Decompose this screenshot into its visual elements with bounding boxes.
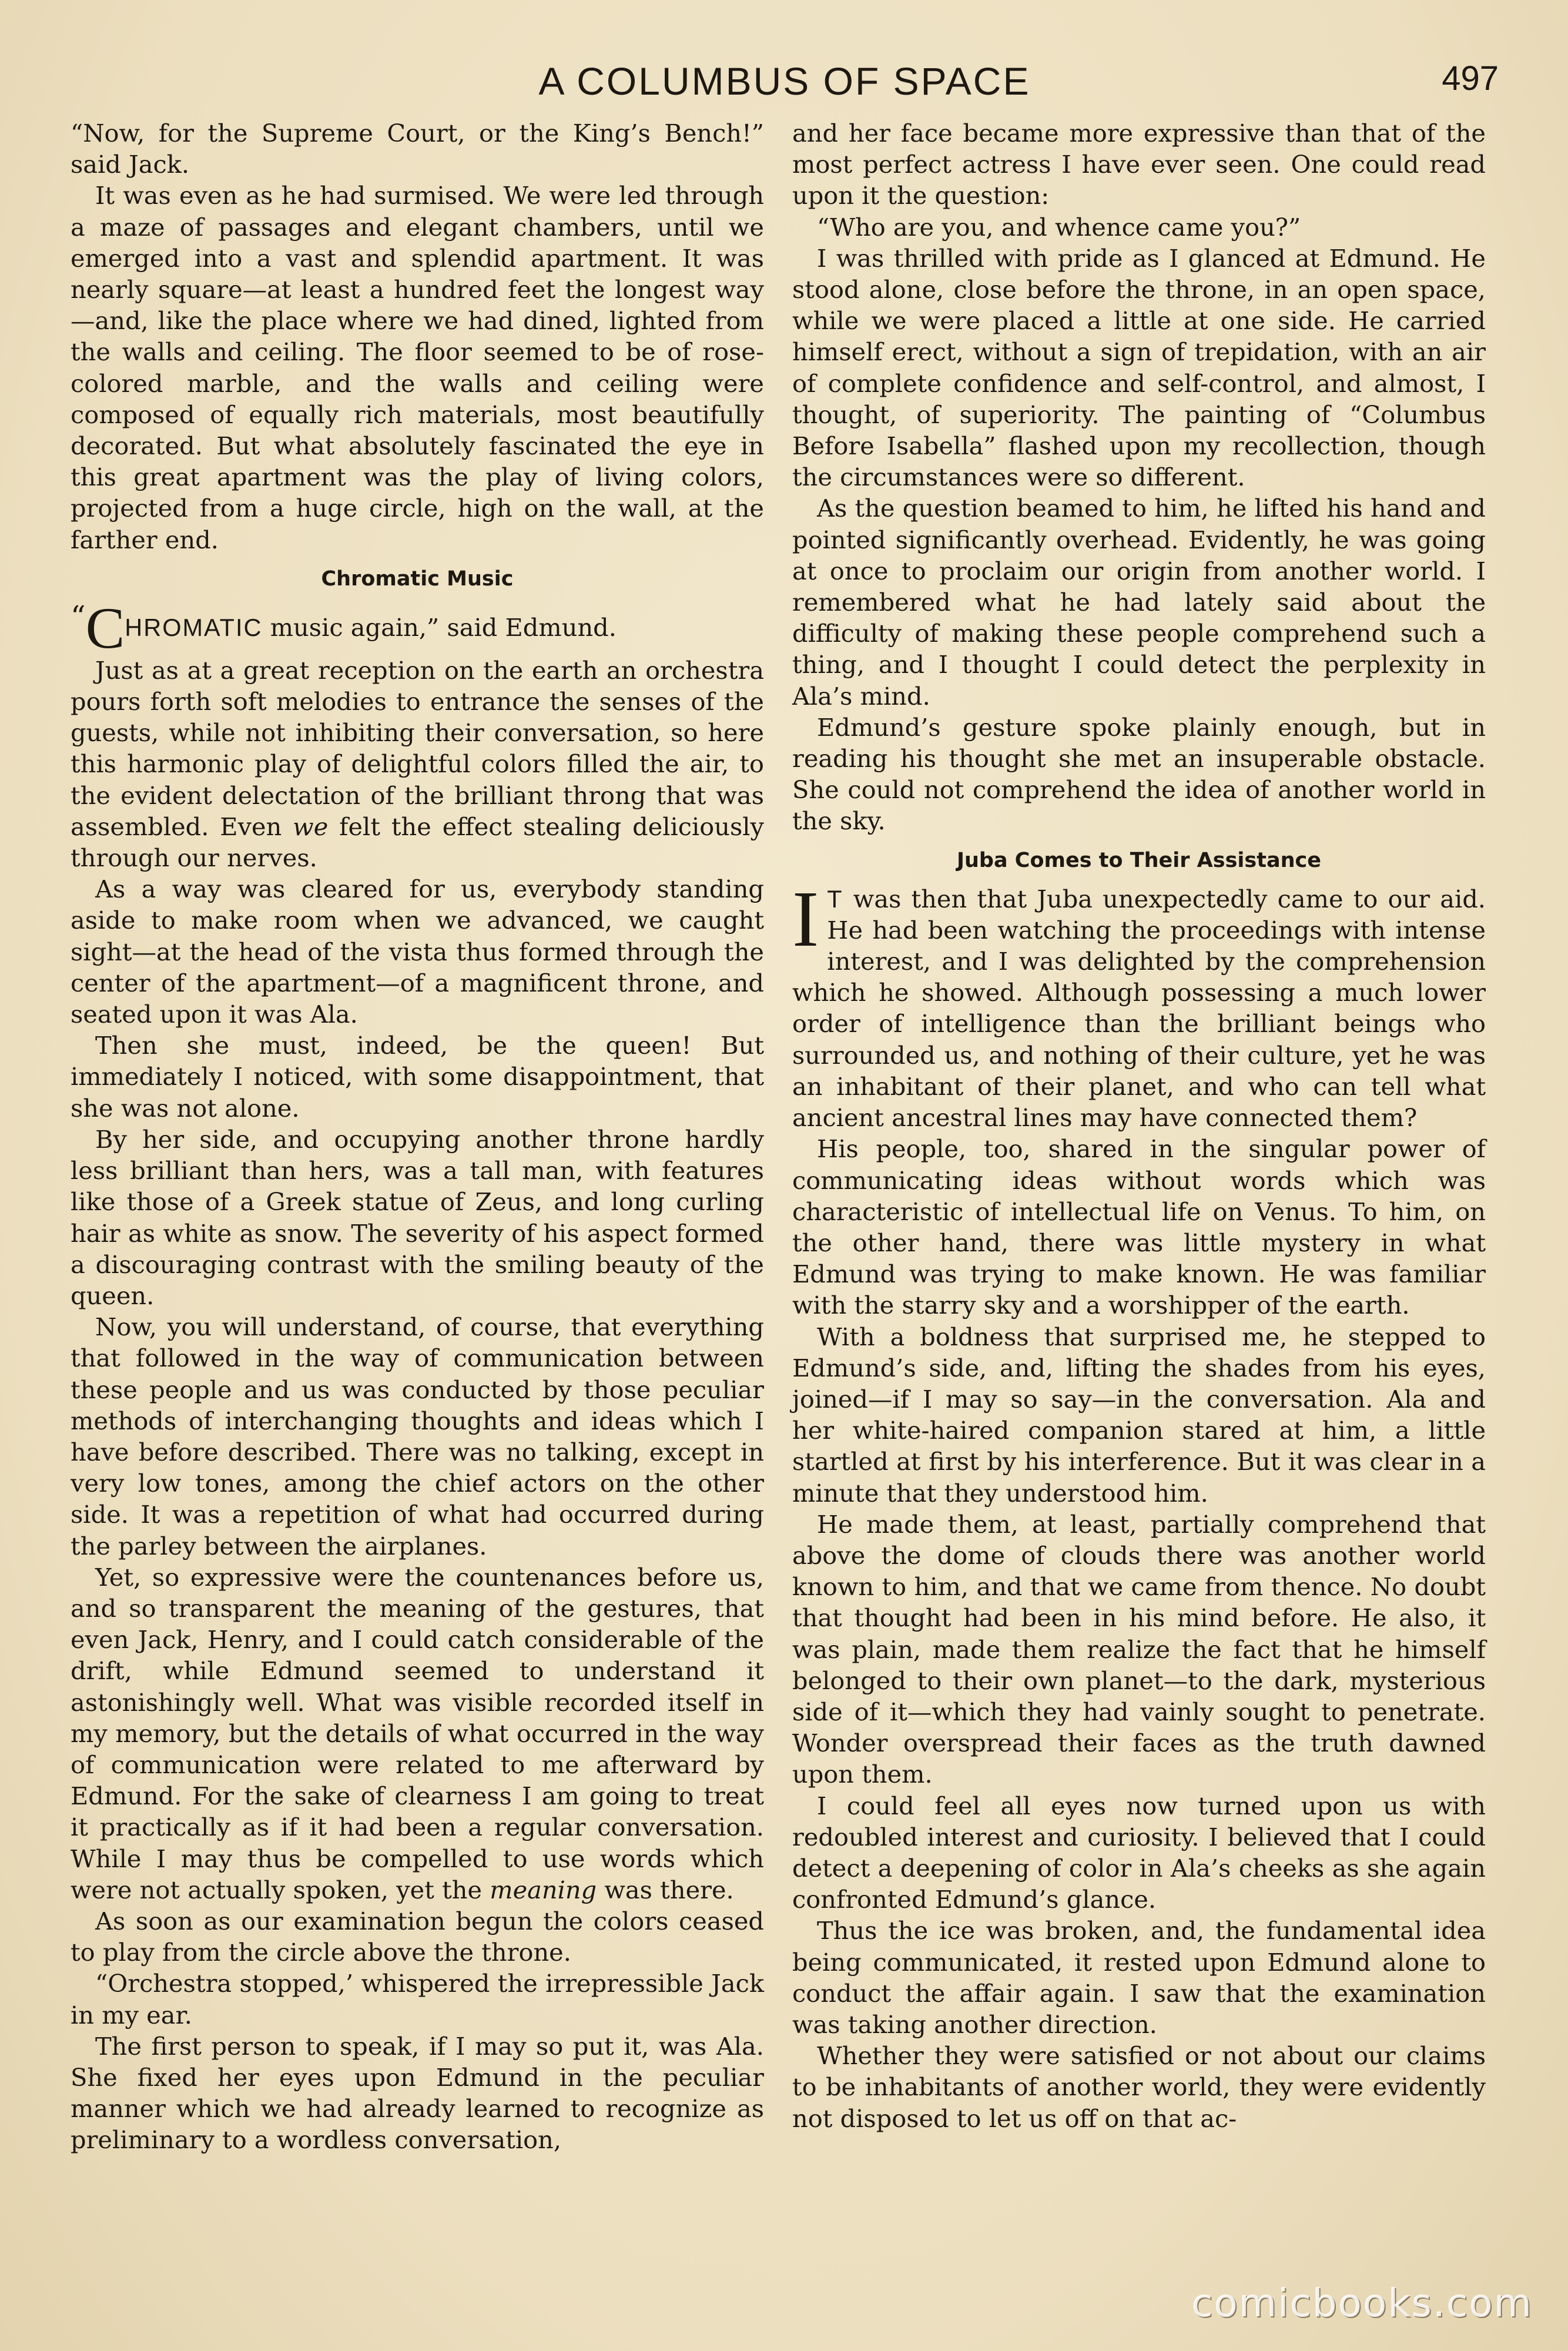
paragraph: Thus the ice was broken, and, the fundamental idea being communicated, it rested upon Edmund alone to conduct the affair again. I saw that the examination was taking another direction.: [792, 1916, 1486, 2039]
section-heading-chromatic-music: Chromatic Music: [321, 567, 514, 591]
paragraph-text: Just as at a great reception on the earth an orchestra pours forth soft melodies to entrance the senses of the guests, while not inhibiting their conversation, so here this harmonic play of delightful colors filled the air, to the evident delectation of the brilliant throng that was assembled. Even: [71, 655, 764, 841]
paragraph: “Who are you, and whence came you?”: [817, 212, 1301, 242]
small-caps-word: HROMATIC: [125, 613, 263, 641]
paragraph: and her face became more expressive than that of the most perfect actress I have ever seen. One could read upon it the question:: [792, 119, 1486, 210]
paragraph-text: felt the effect stealing deliciously through our nerves.: [71, 812, 764, 873]
section-heading-juba: Juba Comes to Their Assistance: [956, 848, 1322, 872]
right-column: [792, 118, 1486, 2134]
paragraph: As soon as our examination begun the colors ceased to play from the circle above the throne.: [71, 1906, 764, 1967]
watermark: comicbooks.com: [1191, 2280, 1533, 2326]
paragraph: [71, 655, 764, 873]
paragraph: Whether they were satisfied or not about our claims to be inhabitants of another world, they were evidently not disposed to let us off on that ac-: [792, 2041, 1486, 2133]
left-column: [71, 118, 764, 2156]
paragraph-text: was there.: [597, 1875, 734, 1904]
paragraph-text: Yet, so expressive were the countenances before us, and so transparent the meaning of the gestures, that even Jack, Henry, and I could catch considerable of the drift, while Edmund seemed to understand it astonishingly well. What was visible recorded itself in my memory, but the details of what occurred in the way of communication were related to me afterward by Edmund. For the sake of clearness I am going to treat it practically as if it had been a regular conversation. While I may thus be compelled to use words which were not actually spoken, yet the: [71, 1562, 764, 1904]
drop-quote: “: [71, 599, 86, 634]
drop-cap-letter: I: [792, 875, 819, 963]
paragraph: It was even as he had surmised. We were led through a maze of passages and elegant chambers, until we emerged into a vast and splendid apartment. It was nearly square—at least a hundred feet the longest way—and, like the place where we had dined, lighted from the walls and ceiling. The floor seemed to be of rose-colored marble, and the walls and ceiling were composed of equally rich materials, most beautifully decorated. But what absolutely fascinated the eye in this great apartment was the play of living colors, projected from a huge circle, high on the wall, at the farther end.: [71, 181, 764, 554]
paragraph-drop-cap: [792, 875, 1486, 1134]
paragraph: The first person to speak, if I may so put it, was Ala. She fixed her eyes upon Edmund in the peculiar manner which we had already learned to recognize as preliminary to a wordless conversation,: [71, 2031, 764, 2155]
paragraph-drop-cap: [71, 595, 764, 661]
paragraph: He made them, at least, partially comprehend that above the dome of clouds there was another world known to him, and that we came from thence. No doubt that thought had been in his mind before. He also, it was plain, made them realize the fact that he himself belonged to their own planet—to the dark, mysterious side of it—which they had vainly sought to penetrate. Wonder overspread their faces as the truth dawned upon them.: [792, 1509, 1486, 1789]
page-number: 497: [1442, 59, 1499, 98]
paragraph: I could feel all eyes now turned upon us with redoubled interest and curiosity. I believed that I could detect a deepening of color in Ala’s cheeks as she again confronted Edmund’s glance.: [792, 1791, 1486, 1914]
paragraph: His people, too, shared in the singular power of communicating ideas without words which was characteristic of intellectual life on Venus. To him, on the other hand, there was little mystery in what Edmund was trying to make known. He was familiar with the starry sky and a worshipper of the earth.: [792, 1134, 1486, 1320]
italic-word: meaning: [490, 1875, 597, 1904]
page-header: [71, 59, 1499, 123]
paragraph: I was thrilled with pride as I glanced at Edmund. He stood alone, close before the throne, in an open space, while we were placed a little at one side. He carried himself erect, without a sign of trepidation, with an air of complete confidence and self-control, and almost, I thought, of superiority. The painting of “Columbus Before Isabella” flashed upon my recollection, though the circumstances were so different.: [792, 243, 1486, 492]
paragraph: Now, you will understand, of course, that everything that followed in the way of communication between these people and us was conducted by those peculiar methods of interchanging thoughts and ideas which I have before described. There was no talking, except in very low tones, among the chief actors on the other side. It was a repetition of what had occurred during the parley between the airplanes.: [71, 1312, 764, 1560]
paragraph-text: was then that Juba unexpectedly came to our aid. He had been watching the proceedings with intense interest, and I was delighted by the comprehension which he showed. Although possessing a much lower order of intelligence than the brilliant beings who surrounded us, and nothing of their culture, yet he was an inhabitant of their planet, and who can tell what ancient ancestral lines may have connected them?: [792, 884, 1486, 1133]
running-title: A COLUMBUS OF SPACE: [538, 59, 1031, 103]
paragraph: As a way was cleared for us, everybody standing aside to make room when we advanced, we caught sight—at the head of the vista thus formed through the center of the apartment—of a magnificent throne, and seated upon it was Ala.: [71, 875, 764, 1029]
drop-cap-letter: C: [85, 595, 125, 661]
paragraph: Edmund’s gesture spoke plainly enough, but in reading his thought she met an insuperable obstacle. She could not comprehend the idea of another world in the sky.: [792, 712, 1486, 836]
paragraph: As the question beamed to him, he lifted his hand and pointed significantly overhead. Evidently, he was going at once to proclaim our origin from another world. I remembered what he had lately said about the difficulty of making these people comprehend such a thing, and I thought I could detect the perplexity in Ala’s mind.: [792, 494, 1486, 711]
paragraph: By her side, and occupying another throne hardly less brilliant than hers, was a tall man, with features like those of a Greek statue of Zeus, and long curling hair as white as snow. The severity of his aspect formed a discouraging contrast with the smiling beauty of the queen.: [71, 1124, 764, 1310]
paragraph: “Orchestra stopped,’ whispered the irrepressible Jack in my ear.: [71, 1969, 764, 2030]
paragraph: Then she must, indeed, be the queen! But immediately I noticed, with some disappointment, that she was not alone.: [71, 1031, 764, 1123]
italic-word: we: [293, 812, 329, 841]
paragraph-text: music again,” said Edmund.: [262, 612, 617, 642]
paragraph: With a boldness that surprised me, he stepped to Edmund’s side, and, lifting the shades from his eyes, joined—if I may so say—in the conversation. Ala and her white-haired companion stared at him, a little startled at first by his interference. But it was clear in a minute that they understood him.: [792, 1322, 1486, 1508]
paragraph: “Now, for the Supreme Court, or the King’s Bench!” said Jack.: [71, 119, 764, 179]
small-caps-word: T: [827, 885, 843, 913]
paragraph: [71, 1562, 764, 1905]
